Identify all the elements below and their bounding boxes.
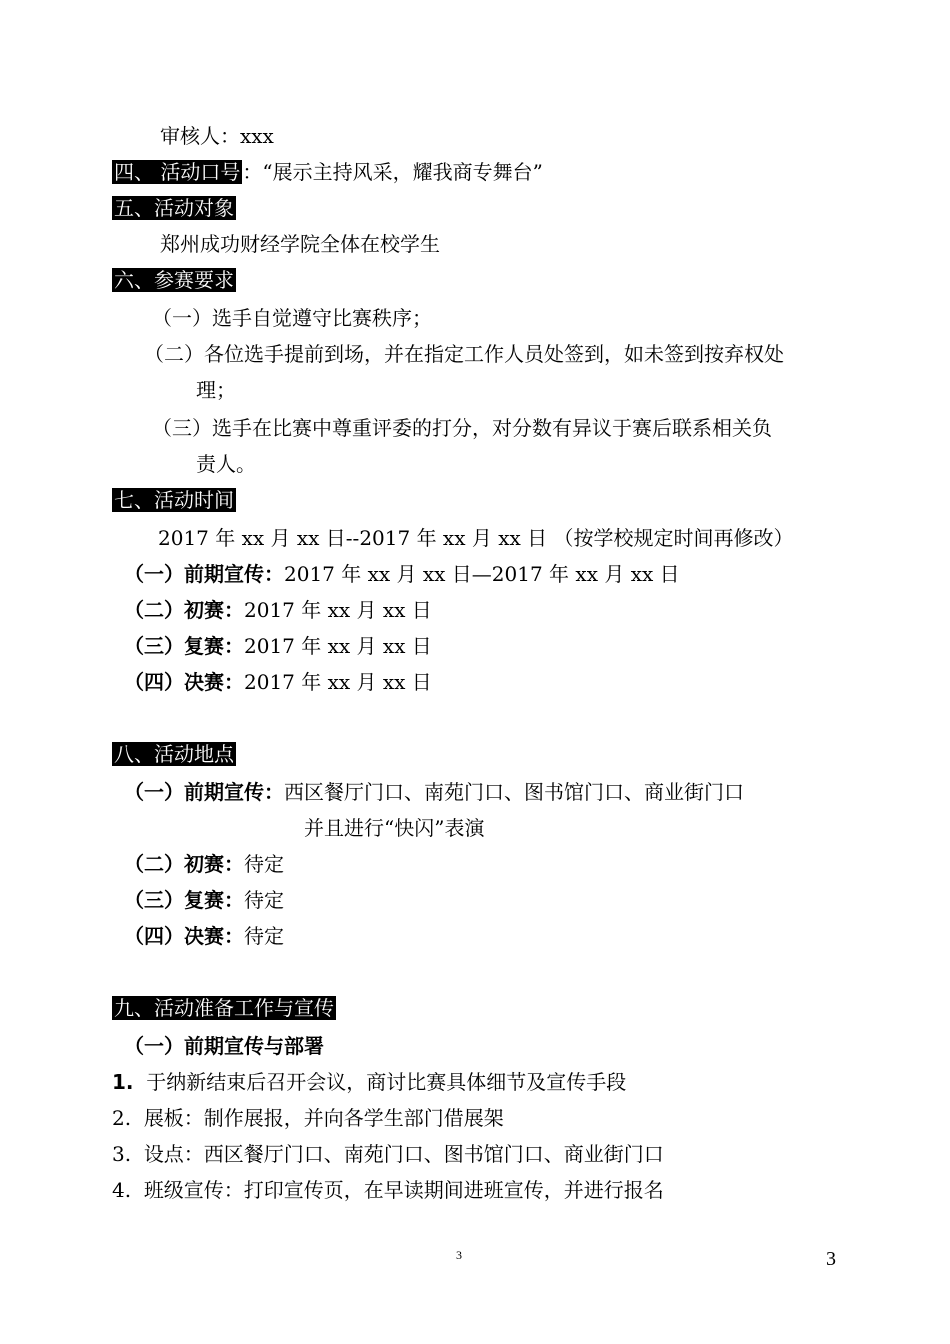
list-item [112, 1140, 664, 1168]
place-item-label: （一）前期宣传： [124, 780, 284, 804]
place-item [124, 778, 744, 806]
requirement-2-cont: 理； [196, 378, 236, 402]
section-6-heading-line [112, 266, 236, 294]
section-6-heading: 六、参赛要求 [114, 268, 234, 292]
time-item-value: 2017 年 xx 月 xx 日 [244, 598, 432, 622]
list-item [112, 1068, 626, 1096]
list-item-number: 3. [112, 1142, 132, 1166]
time-item [124, 632, 432, 660]
list-item-number: 2. [112, 1106, 132, 1130]
place-item [124, 850, 284, 878]
list-item-text: 班级宣传：打印宣传页，在早读期间进班宣传，并进行报名 [143, 1178, 664, 1202]
place-item-label: （二）初赛： [124, 852, 244, 876]
place-item [124, 922, 284, 950]
section-4-heading: 四、 活动口号 [114, 160, 241, 184]
time-item-value: 2017 年 xx 月 xx 日 [244, 634, 432, 658]
list-item [112, 1104, 504, 1132]
time-item-label: （二）初赛： [124, 598, 244, 622]
requirement-3: （三）选手在比赛中尊重评委的打分，对分数有异议于赛后联系相关负 [152, 416, 772, 440]
time-item [124, 668, 432, 696]
section-8-heading-line [112, 740, 236, 768]
reviewer-line: 审核人：xxx [160, 124, 274, 148]
list-item-text: 于纳新结束后召开会议，商讨比赛具体细节及宣传手段 [146, 1070, 627, 1094]
time-item-label: （四）决赛： [124, 670, 244, 694]
footer-page-number-center: 3 [456, 1248, 462, 1262]
list-item-text: 展板：制作展报，并向各学生部门借展架 [143, 1106, 504, 1130]
time-item-label: （三）复赛： [124, 634, 244, 658]
section-4-line [112, 158, 543, 186]
time-item-value: 2017 年 xx 月 xx 日 [244, 670, 432, 694]
time-item [124, 596, 432, 624]
section-4-slogan: “展示主持风采，耀我商专舞台” [262, 160, 543, 184]
section-9-heading-line [112, 994, 336, 1022]
time-item-value: 2017 年 xx 月 xx 日—2017 年 xx 月 xx 日 [284, 562, 680, 586]
list-item-number: 4. [112, 1178, 132, 1202]
place-item-value: 待定 [244, 888, 284, 912]
section-5-text: 郑州成功财经学院全体在校学生 [160, 232, 440, 256]
section-5-heading: 五、活动对象 [114, 196, 234, 220]
list-item-text: 设点：西区餐厅门口、南苑门口、图书馆门口、商业街门口 [143, 1142, 664, 1166]
place-item-label: （三）复赛： [124, 888, 244, 912]
section-5-heading-line [112, 194, 236, 222]
requirement-1: （一）选手自觉遵守比赛秩序； [152, 306, 432, 330]
time-range: 2017 年 xx 月 xx 日--2017 年 xx 月 xx 日 （按学校规定时间再修改） [158, 526, 794, 550]
place-item [124, 886, 284, 914]
requirement-2: （二）各位选手提前到场，并在指定工作人员处签到，如未签到按弃权处 [144, 342, 784, 366]
list-item [112, 1176, 664, 1204]
requirement-3-cont: 责人。 [196, 452, 256, 476]
place-item-label: （四）决赛： [124, 924, 244, 948]
list-item-number: 1. [112, 1070, 134, 1094]
time-item-label: （一）前期宣传： [124, 562, 284, 586]
place-item-value: 待定 [244, 852, 284, 876]
section-9-subheading: （一）前期宣传与部署 [124, 1034, 324, 1058]
section-9-heading: 九、活动准备工作与宣传 [114, 996, 334, 1020]
section-4-colon: ： [242, 160, 263, 184]
section-7-heading-line [112, 486, 236, 514]
footer-page-number-right: 3 [826, 1248, 836, 1270]
section-8-heading: 八、活动地点 [114, 742, 234, 766]
section-7-heading: 七、活动时间 [114, 488, 234, 512]
place-item-value: 待定 [244, 924, 284, 948]
place-item-continuation: 并且进行“快闪”表演 [304, 816, 485, 840]
place-item-value: 西区餐厅门口、南苑门口、图书馆门口、商业街门口 [284, 780, 744, 804]
time-item [124, 560, 680, 588]
